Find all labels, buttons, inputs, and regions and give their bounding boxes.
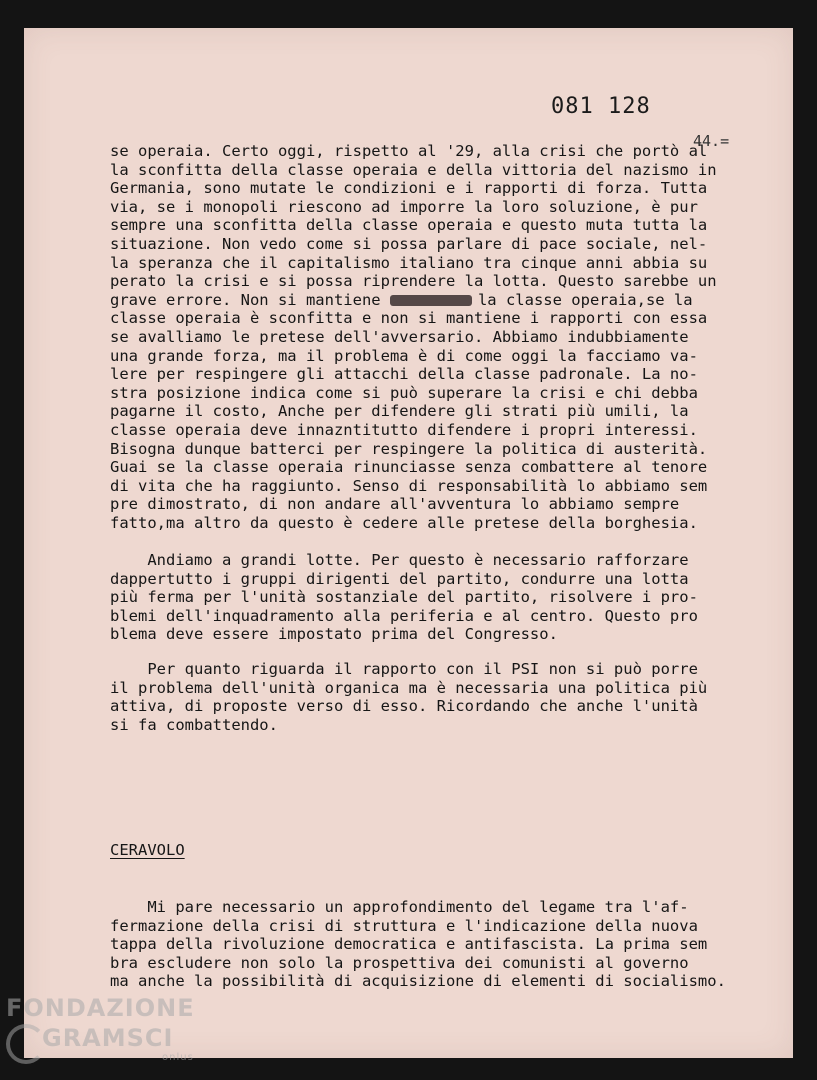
- text-line: di vita che ha raggiunto. Senso di responsabilità lo abbiamo sem: [110, 476, 708, 495]
- text-line: una grande forza, ma il problema è di come oggi la facciamo va-: [110, 346, 698, 365]
- text-line: pre dimostrato, di non andare all'avventura lo abbiamo sempre: [110, 495, 680, 514]
- text-line: dappertutto i gruppi dirigenti del partito, condurre una lotta: [110, 569, 689, 588]
- text-line: ma anche la possibilità di acquisizione di elementi di socialismo.: [110, 972, 726, 991]
- text-line: più ferma per l'unità sostanziale del partito, risolvere i pro-: [110, 588, 698, 607]
- text-line: classe operaia è sconfitta e non si mantiene i rapporti con essa: [110, 309, 708, 328]
- text-line: Mi pare necessario un approfondimento del legame tra l'af-: [110, 898, 689, 916]
- text-line: fatto,ma altro da questo è cedere alle pretese della borghesia.: [110, 513, 698, 532]
- watermark-line-2: GRAMSCI: [42, 1024, 174, 1052]
- text-line: blemi dell'inquadramento alla periferia e al centro. Questo pro: [110, 606, 698, 625]
- text-line: blema deve essere impostato prima del Congresso.: [110, 625, 558, 644]
- watermark-line-3: onlus: [162, 1052, 194, 1063]
- paragraph-1: [110, 142, 750, 532]
- text-line: stra posizione indica come si può superare la crisi e chi debba: [110, 383, 698, 402]
- text-line: Bisogna dunque batterci per respingere la politica di austerità.: [110, 439, 708, 458]
- text-line: si fa combattendo.: [110, 715, 278, 734]
- text-line: tappa della rivoluzione democratica e antifascista. La prima sem: [110, 935, 708, 954]
- fondazione-gramsci-watermark: [6, 994, 195, 1063]
- text-line: Per quanto riguarda il rapporto con il PSI non si può porre: [110, 660, 698, 678]
- text-line: Andiamo a grandi lotte. Per questo è necessario rafforzare: [110, 551, 689, 569]
- text-line: se avalliamo le pretese dell'avversario. Abbiamo indubbiamente: [110, 327, 689, 346]
- text-segment: grave errore. Non si mantiene: [110, 290, 390, 309]
- text-line-with-strikeout: [110, 291, 750, 310]
- document-number: 081 128: [551, 94, 651, 119]
- text-line: il problema dell'unità organica ma è necessaria una politica più: [110, 678, 708, 697]
- paragraph-4: [110, 898, 750, 991]
- text-line: sempre una sconfitta della classe operaia e questo muta tutta la: [110, 216, 708, 235]
- text-line: classe operaia deve innazntitutto difendere i propri interessi.: [110, 420, 698, 439]
- text-line: se operaia. Certo oggi, rispetto al '29, alla crisi che portò al: [110, 142, 708, 160]
- text-line: pagarne il costo, Anche per difendere gli strati più umili, la: [110, 402, 689, 421]
- paragraph-2: [110, 551, 750, 644]
- text-segment: la classe operaia,se la: [477, 290, 693, 309]
- text-line: la sconfitta della classe operaia e della vittoria del nazismo in: [110, 160, 717, 179]
- text-line: la speranza che il capitalismo italiano tra cinque anni abbia su: [110, 253, 708, 272]
- speaker-heading: CERAVOLO: [110, 841, 185, 859]
- text-line: lere per respingere gli attacchi della classe padronale. La no-: [110, 365, 698, 384]
- text-line: Germania, sono mutate le condizioni e i rapporti di forza. Tutta: [110, 179, 708, 198]
- paragraph-3: [110, 660, 750, 734]
- text-line: situazione. Non vedo come si possa parlare di pace sociale, nel-: [110, 234, 708, 253]
- text-line: via, se i monopoli riescono ad imporre la loro soluzione, è pur: [110, 197, 698, 216]
- text-line: bra escludere non solo la prospettiva dei comunisti al governo: [110, 953, 689, 972]
- text-line: fermazione della crisi di struttura e l'indicazione della nuova: [110, 916, 698, 935]
- struck-out-text: [390, 295, 472, 306]
- page-number: 44.=: [693, 132, 730, 150]
- text-line: Guai se la classe operaia rinunciasse senza combattere al tenore: [110, 458, 708, 477]
- g-logo-icon: [6, 1024, 46, 1064]
- text-line: attiva, di proposte verso di esso. Ricordando che anche l'unità: [110, 697, 698, 716]
- text-line: perato la crisi e si possa riprendere la lotta. Questo sarebbe un: [110, 272, 717, 291]
- watermark-line-1: FONDAZIONE: [6, 994, 195, 1022]
